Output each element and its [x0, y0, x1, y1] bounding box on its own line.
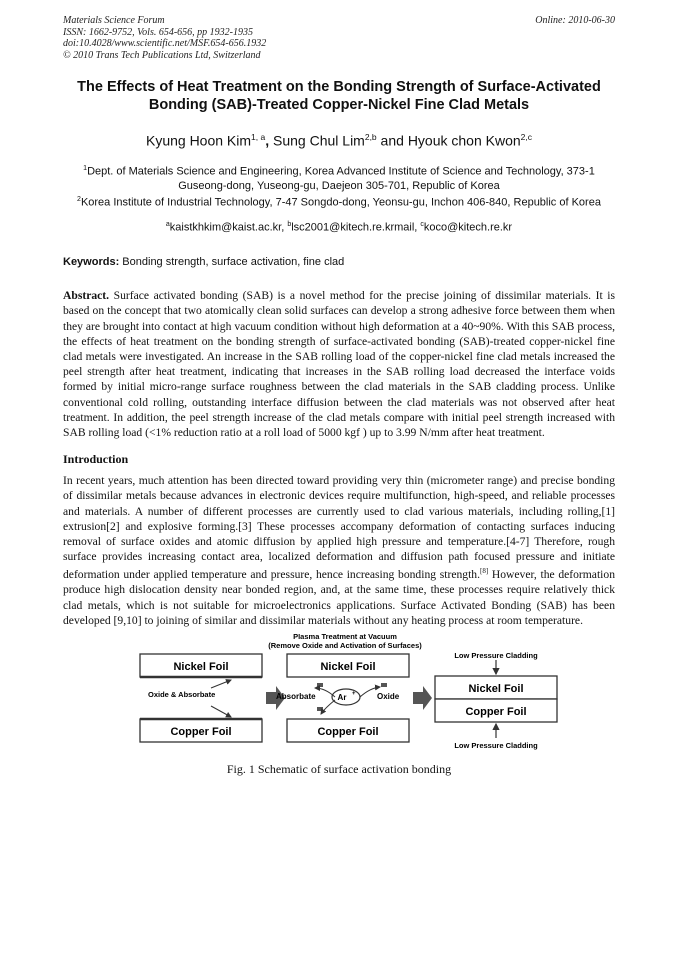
ar-label: Ar [337, 693, 347, 703]
intro-text-2: However, the deformation produce high dislocation density near bonded region, and, at the same time, these processes require relatively thick clad metals, which is not suitable for microelectronics applications. Surface Activated Bonding (SAB) has been developed [9,10] to joining of similar and dissimilar materials without any heating process at room temperature. [63, 568, 615, 627]
plasma-subtitle: (Remove Oxide and Activation of Surfaces) [268, 641, 422, 651]
process-arrow-icon [413, 686, 432, 710]
affiliation-text: Dept. of Materials Science and Engineering, Korea Advanced Institute of Science and Technology, 373-1 Guseong-dong, Yuseong-gu, Daejeon 305-701, Republic of Korea [87, 165, 595, 192]
nickel-foil-label: Nickel Foil [468, 683, 524, 696]
affiliations [63, 162, 615, 211]
journal-header [63, 15, 615, 61]
copper-foil-label: Copper Foil [465, 706, 527, 719]
panel-cladding [435, 651, 557, 750]
annotation-arrow [211, 680, 231, 688]
author-name: Sung Chul Lim [273, 132, 365, 149]
introduction-paragraph [63, 473, 615, 628]
abstract-label: Abstract. [63, 289, 110, 303]
email-sup: a [165, 221, 170, 229]
copper-foil-label: Copper Foil [317, 726, 379, 739]
copper-foil-label: Copper Foil [170, 726, 232, 739]
author-affil-sup: 2,c [520, 132, 532, 142]
nickel-foil-label: Nickel Foil [320, 661, 376, 674]
email-sup: b [287, 221, 292, 229]
panel-initial [140, 654, 262, 742]
affiliation-sup: 1 [83, 164, 88, 172]
panel-plasma [268, 634, 422, 742]
affiliation-text: Korea Institute of Industrial Technology, 7-47 Songdo-dong, Yeonsu-gu, Inchon 406-840, Republic of Korea [80, 196, 601, 209]
particle [317, 683, 323, 687]
particle [317, 707, 323, 711]
email-sup: c [420, 221, 424, 229]
abstract-text: Surface activated bonding (SAB) is a novel method for the precise joining of dissimilar materials. It is based on the concept that two atomically clean solid surfaces can develop a strong adhesive force between them when they are brought into contact at high vacuum condition without high deformation at a 40~90%. With this SAB process, the effects of heat treatment on the bonding strength of surface-activated bonding (SAB)-treated copper-nickel fine clad metals were investigated. An increase in the SAB rolling load of the copper-nickel fine clad metals increased the peel strength after heat treatment, indicating that increases in the SAB rolling load decreased the interface voids formed by initial micro-range surface roughness between the clad materials in the SAB cladding process. Unlike conventional cold rolling, outstanding interface diffusion between the clad materials was not observed after heat treatment. In addition, the peel strength increase of the clad metals compare with initial peel strength increased with SAB rolling load (<1% reduction ratio at a roll load of 5000 kgf ) up to 3.99 N/mm after heat treatment. [63, 289, 615, 439]
journal-name: Materials Science Forum [63, 15, 165, 26]
author-separator: , [265, 132, 274, 149]
figure-caption: Fig. 1 Schematic of surface activation bonding [226, 762, 452, 777]
email-list [63, 221, 615, 234]
oxide-absorbate-label: Oxide & Absorbate [148, 690, 216, 700]
section-heading-introduction: Introduction [63, 452, 129, 467]
email-link[interactable]: koco@kitech.re.kr [423, 222, 513, 235]
author-affil-sup: 1, a [251, 132, 266, 142]
online-date: Online: 2010-06-30 [535, 15, 615, 26]
figure-1 [63, 634, 615, 762]
copyright-line: © 2010 Trans Tech Publications Ltd, Switzerland [63, 49, 261, 61]
affiliation-sup: 2 [77, 196, 81, 204]
particle [381, 683, 387, 687]
affiliation-1 [63, 162, 615, 194]
author-name: Hyouk chon Kwon [407, 132, 521, 149]
ar-plus-sup: + [352, 691, 356, 698]
low-pressure-top-label: Low Pressure Cladding [454, 651, 538, 661]
plasma-title: Plasma Treatment at Vacuum [293, 634, 397, 642]
paper-title: The Effects of Heat Treatment on the Bonding Strength of Surface-Activated Bonding (SAB)-Treated Copper-Nickel Fine Clad Metals [77, 79, 601, 113]
keywords-text: Bonding strength, surface activation, fine clad [119, 256, 345, 269]
annotation-arrow [321, 700, 335, 714]
oxide-label: Oxide [377, 692, 400, 702]
abstract [63, 288, 615, 440]
nickel-foil-label: Nickel Foil [173, 661, 229, 674]
annotation-arrow [211, 706, 231, 717]
low-pressure-bottom-label: Low Pressure Cladding [454, 741, 538, 751]
email-link[interactable]: lsc2001@kitech.re.krmail, [291, 222, 421, 235]
issn-line: ISSN: 1662-9752, Vols. 654-656, pp 1932-1935 [63, 26, 253, 38]
affiliation-2 [63, 193, 615, 210]
email-link[interactable]: kaistkhkim@kaist.ac.kr, [169, 222, 288, 235]
doi-line: doi:10.4028/www.scientific.net/MSF.654-656.1932 [63, 38, 267, 49]
keywords [63, 256, 615, 268]
author-name: Kyung Hoon Kim [145, 132, 252, 149]
intro-text-1: In recent years, much attention has been directed toward providing very thin (micrometer range) and precise bonding of dissimilar metals because advances in electronic devices require multifunction, high-speed, and reliable processes and materials. A number of different processes are currently used to clad various materials, including rolling,[1] extrusion[2] and explosive forming.[3] These processes accompany deformation of contacting surfaces inducing removal of surface oxides and atomic diffusion by applied high pressure and temperature.[4-7] Therefore, rough surface provides increasing contact area, localized deformation and diffusion path focused pressure and initiate deformation under applied temperature and pressure, hence increasing bonding strength. [63, 474, 615, 582]
keywords-label: Keywords: [63, 256, 120, 269]
author-affil-sup: 2,b [364, 132, 377, 142]
author-list [63, 128, 615, 150]
sab-schematic [63, 634, 615, 762]
absorbate-label: Absorbate [276, 692, 316, 702]
author-separator: and [376, 132, 408, 149]
citation-sup: [8] [479, 567, 489, 576]
